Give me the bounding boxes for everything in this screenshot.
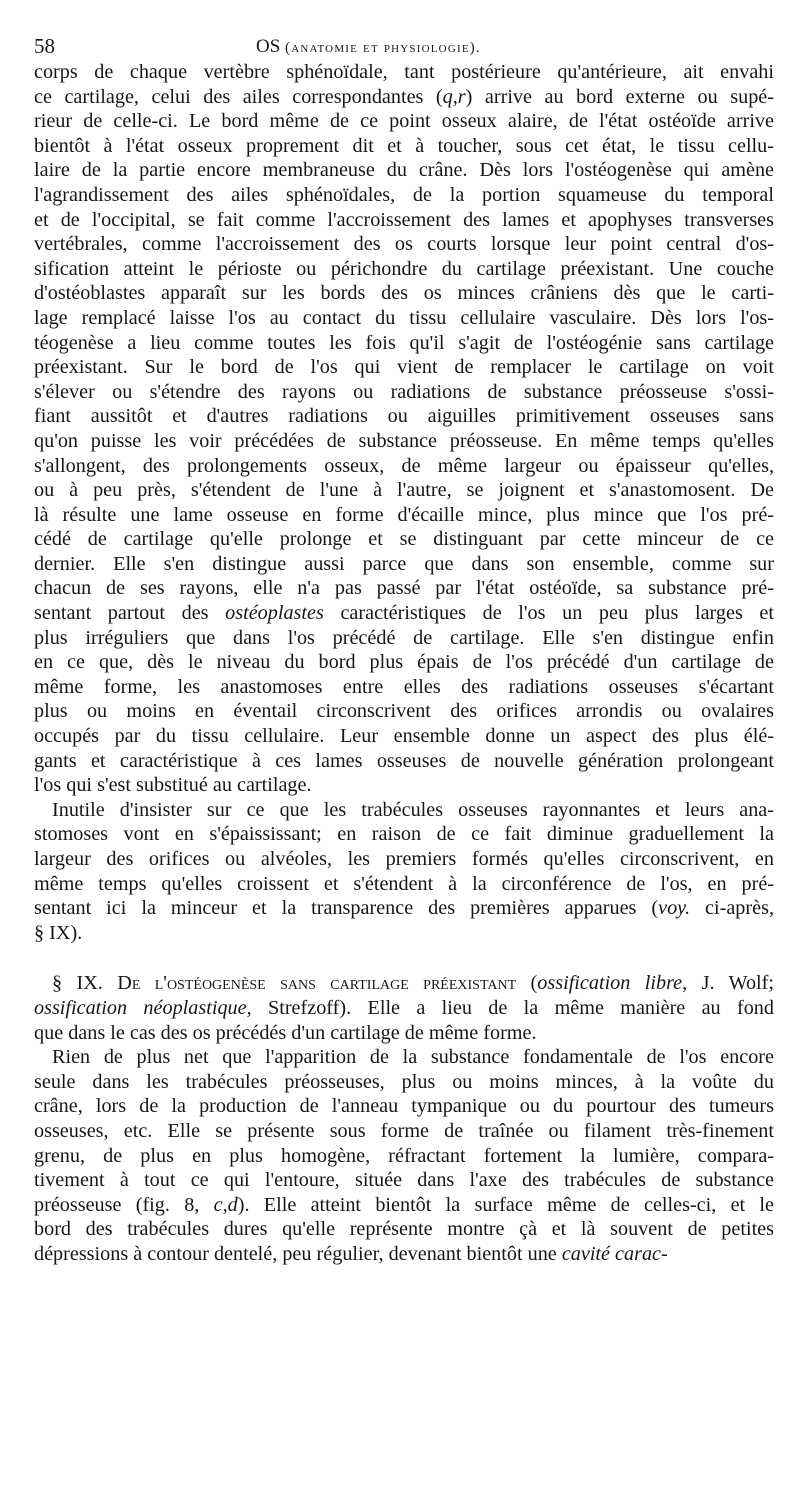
section-title: De l'ostéogenèse sans cartilage préexistant bbox=[117, 972, 517, 995]
section-ix-rest: Elle a lieu de la même manière au fond bbox=[367, 996, 774, 1019]
page-number: 58 bbox=[34, 34, 55, 58]
text-line: l'agrandissement des ailes sphénoïdales, de la portion squameuse du temporal bbox=[34, 183, 774, 206]
text-line: lage remplacé laisse l'os au contact du tissu cellulaire vasculaire. Dès lors l'os- bbox=[34, 306, 774, 329]
section-ix-heading-line: § IX. De l'ostéogenèse sans cartilage préexistant (ossification libre, J. Wolf; bbox=[52, 972, 774, 995]
text-line: seule dans les trabécules préosseuses, plus ou moins minces, à la voûte du bbox=[34, 1070, 774, 1093]
text-line: grenu, de plus en plus homogène, réfractant fortement la lumière, compara- bbox=[34, 1144, 774, 1167]
text-line: là résulte une lame osseuse en forme d'écaille mince, plus mince que l'os pré- bbox=[34, 503, 774, 526]
paragraph-rien-de-plus-net bbox=[34, 1045, 774, 1266]
text-line: qu'on puisse les voir précédées de substance préosseuse. En même temps qu'elles bbox=[34, 429, 774, 452]
paragraph-inutile bbox=[34, 798, 774, 946]
text-line: gants et caractéristique à ces lames osseuses de nouvelle génération prolongeant bbox=[34, 749, 774, 772]
text-line: corps de chaque vertèbre sphénoïdale, tant postérieure qu'antérieure, ait envahi bbox=[34, 61, 774, 83]
author-2: Strefzoff). bbox=[268, 996, 352, 1019]
text-line: ou à peu près, s'étendent de l'une à l'autre, se joignent et s'anastomosent. De bbox=[34, 479, 774, 502]
page-body bbox=[34, 60, 774, 1267]
text-line: et de l'occipital, se fait comme l'accroissement des lames et apophyses transverses bbox=[34, 208, 774, 231]
section-ix-line-2 bbox=[34, 996, 774, 1021]
alt-name-1: ossification libre bbox=[537, 972, 683, 995]
text-line: largeur des orifices ou alvéoles, les premiers formés qu'elles circonscrivent, en bbox=[34, 848, 774, 870]
text-line: stomoses vont en s'épaississant; en raison de ce fait diminue graduellement la bbox=[34, 823, 774, 846]
section-ix-heading-paragraph bbox=[34, 971, 774, 1045]
text-line: plus irréguliers que dans l'os précédé de cartilage. Elle s'en distingue enfin bbox=[34, 626, 774, 649]
text-line: fiant aussitôt et d'autres radiations ou aiguilles primitivement osseuses sans bbox=[34, 405, 774, 428]
alt-name-2: ossification néoplastique, bbox=[34, 996, 252, 1019]
running-header bbox=[34, 34, 774, 62]
text-line: vertébrales, comme l'accroissement des os courts lorsque leur point central d'os- bbox=[34, 233, 774, 256]
paragraph-continuation bbox=[34, 60, 774, 798]
text-line: Rien de plus net que l'apparition de la substance fondamentale de l'os encore bbox=[52, 1046, 774, 1069]
text-line: bord des trabécules dures qu'elle représente montre çà et là souvent de petites bbox=[34, 1218, 774, 1241]
text-line: cédé de cartilage qu'elle prolonge et se distinguant par cette minceur de ce bbox=[34, 528, 774, 551]
text-line: même forme, les anastomoses entre elles des radiations osseuses s'écartant bbox=[34, 675, 774, 698]
text-line: d'ostéoblastes apparaît sur les bords des os minces crâniens dès que le carti- bbox=[34, 282, 774, 305]
text-line: dépressions à contour dentelé, peu régulier, devenant bientôt une cavité carac- bbox=[34, 1242, 668, 1265]
text-line: chacun de ses rayons, elle n'a pas passé par l'état ostéoïde, sa substance pré- bbox=[34, 577, 774, 600]
section-ix-line-3: que dans le cas des os précédés d'un cartilage de même forme. bbox=[34, 1021, 537, 1044]
text-line: l'os qui s'est substitué au cartilage. bbox=[34, 774, 312, 797]
text-line: ce cartilage, celui des ailes correspondantes (q,r) arrive au bord externe ou supé- bbox=[34, 85, 774, 108]
text-line: Inutile d'insister sur ce que les trabécules osseuses rayonnantes et leurs ana- bbox=[52, 798, 774, 821]
text-line: préexistant. Sur le bord de l'os qui vient de remplacer le cartilage on voit bbox=[34, 356, 774, 379]
text-line: occupés par du tissu cellulaire. Leur ensemble donne un aspect des plus élé- bbox=[34, 725, 774, 748]
text-line: même temps qu'elles croissent et s'étendent à la circonférence de l'os, en pré- bbox=[34, 872, 774, 895]
text-line: sentant partout des ostéoplastes caractéristiques de l'os un peu plus larges et bbox=[34, 602, 774, 625]
section-number: § IX. bbox=[52, 972, 103, 995]
text-line: laire de la partie encore membraneuse du crâne. Dès lors l'ostéogenèse qui amène bbox=[34, 159, 774, 182]
text-line: rieur de celle-ci. Le bord même de ce point osseux alaire, de l'état ostéoïde arrive bbox=[34, 110, 774, 133]
author-1: J. Wolf; bbox=[701, 972, 774, 995]
text-line: crâne, lors de la production de l'anneau tympanique ou du pourtour des tumeurs bbox=[34, 1095, 774, 1118]
text-line: sentant ici la minceur et la transparence des premières apparues (voy. ci-après, bbox=[34, 897, 774, 920]
text-line: sification atteint le périoste ou périchondre du cartilage préexistant. Une couche bbox=[34, 257, 774, 280]
text-line: bientôt à l'état osseux proprement dit et à toucher, sous cet état, le tissu cellu- bbox=[34, 134, 774, 157]
text-line: préosseuse (fig. 8, c,d). Elle atteint bientôt la surface même de celles-ci, et le bbox=[34, 1193, 774, 1216]
text-line: § IX). bbox=[34, 921, 83, 944]
running-title bbox=[256, 36, 481, 58]
running-title-sub: (anatomie et physiologie). bbox=[285, 40, 481, 56]
text-line: dernier. Elle s'en distingue aussi parce que dans son ensemble, comme sur bbox=[34, 552, 774, 575]
text-line: en ce que, dès le niveau du bord plus épais de l'os précédé d'un cartilage de bbox=[34, 651, 774, 674]
text-line: s'élever ou s'étendre des rayons ou radiations de substance préosseuse s'ossi- bbox=[34, 380, 774, 403]
text-line: tivement à tout ce qui l'entoure, située dans l'axe des trabécules de substance bbox=[34, 1169, 774, 1192]
text-line: s'allongent, des prolongements osseux, de même largeur ou épaisseur qu'elles, bbox=[34, 454, 774, 477]
text-line: osseuses, etc. Elle se présente sous forme de traînée ou filament très-finement bbox=[34, 1119, 774, 1142]
running-title-main: OS bbox=[256, 36, 281, 57]
text-line: téogenèse a lieu comme toutes les fois qu'il s'agit de l'ostéogénie sans cartilage bbox=[34, 331, 774, 354]
text-line: plus ou moins en éventail circonscrivent des orifices arrondis ou ovalaires bbox=[34, 700, 774, 723]
